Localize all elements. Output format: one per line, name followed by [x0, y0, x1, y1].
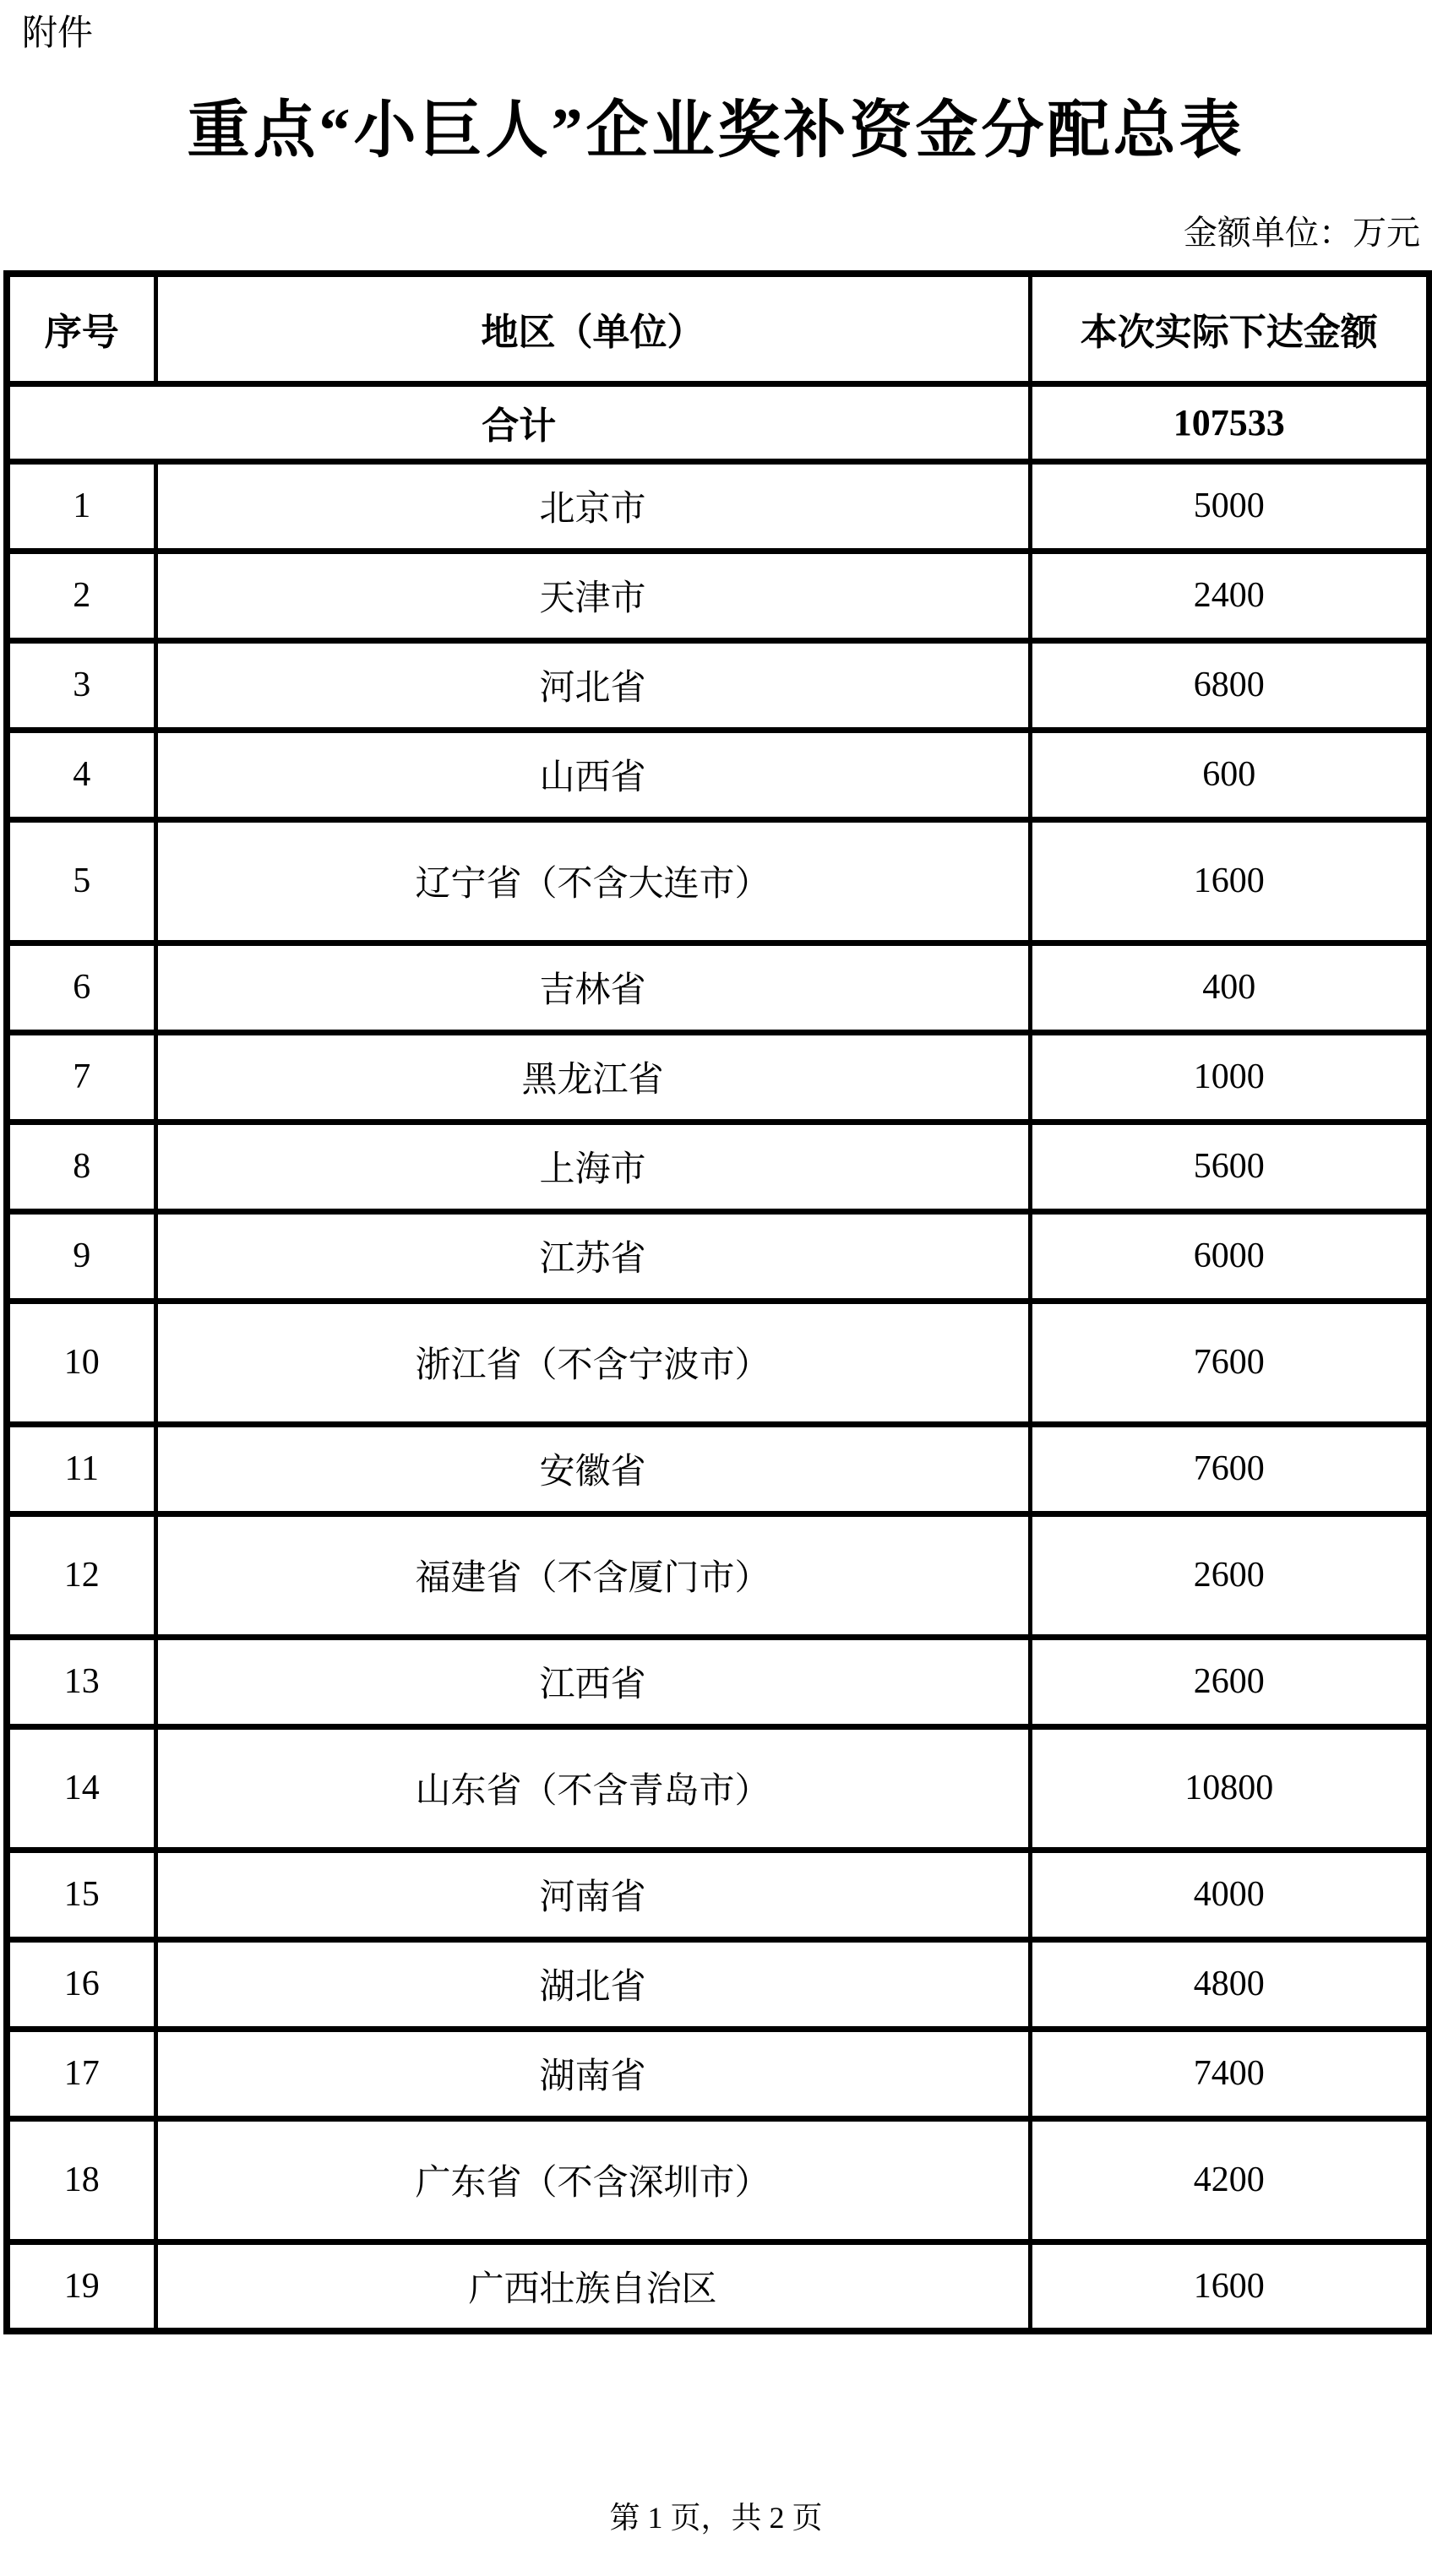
row-region: 北京市 — [155, 461, 1030, 551]
table-row — [7, 2029, 1429, 2118]
total-label: 合计 — [7, 383, 1030, 461]
table-row — [7, 1032, 1429, 1122]
row-region: 广西壮族自治区 — [155, 2242, 1030, 2331]
table-row — [7, 1424, 1429, 1514]
row-index: 11 — [7, 1424, 155, 1514]
row-amount: 7400 — [1030, 2029, 1429, 2118]
row-index: 15 — [7, 1850, 155, 1939]
table-row — [7, 1301, 1429, 1424]
row-index: 9 — [7, 1211, 155, 1301]
row-index: 16 — [7, 1939, 155, 2029]
row-amount: 1000 — [1030, 1032, 1429, 1122]
table-row — [7, 1514, 1429, 1637]
row-region: 山西省 — [155, 730, 1030, 819]
row-index: 17 — [7, 2029, 155, 2118]
unit-note: 金额单位：万元 — [1184, 214, 1420, 253]
table-row — [7, 943, 1429, 1032]
row-amount: 4200 — [1030, 2118, 1429, 2242]
row-index: 1 — [7, 461, 155, 551]
table-row — [7, 1726, 1429, 1850]
row-region: 湖北省 — [155, 1939, 1030, 2029]
row-amount: 10800 — [1030, 1726, 1429, 1850]
table-row — [7, 730, 1429, 819]
row-region: 江苏省 — [155, 1211, 1030, 1301]
row-amount: 4000 — [1030, 1850, 1429, 1939]
table-row — [7, 1850, 1429, 1939]
document-page — [0, 12, 1432, 2576]
row-amount: 7600 — [1030, 1424, 1429, 1514]
row-amount: 600 — [1030, 730, 1429, 819]
header-amount: 本次实际下达金额 — [1030, 274, 1429, 383]
row-index: 10 — [7, 1301, 155, 1424]
row-region: 天津市 — [155, 551, 1030, 640]
row-amount: 5600 — [1030, 1122, 1429, 1211]
row-amount: 7600 — [1030, 1301, 1429, 1424]
row-index: 19 — [7, 2242, 155, 2331]
row-region: 安徽省 — [155, 1424, 1030, 1514]
table-row — [7, 1122, 1429, 1211]
total-row — [7, 383, 1429, 461]
row-amount: 6800 — [1030, 640, 1429, 730]
row-index: 3 — [7, 640, 155, 730]
row-region: 福建省（不含厦门市） — [155, 1514, 1030, 1637]
row-region: 广东省（不含深圳市） — [155, 2118, 1030, 2242]
row-amount: 1600 — [1030, 2242, 1429, 2331]
row-index: 4 — [7, 730, 155, 819]
table-row — [7, 461, 1429, 551]
row-amount: 400 — [1030, 943, 1429, 1032]
row-amount: 2400 — [1030, 551, 1429, 640]
row-amount: 6000 — [1030, 1211, 1429, 1301]
row-region: 山东省（不含青岛市） — [155, 1726, 1030, 1850]
allocation-table — [3, 270, 1432, 2334]
table-row — [7, 551, 1429, 640]
header-index: 序号 — [7, 274, 155, 383]
row-region: 吉林省 — [155, 943, 1030, 1032]
row-amount: 4800 — [1030, 1939, 1429, 2029]
table-row — [7, 819, 1429, 943]
table-row — [7, 640, 1429, 730]
table-row — [7, 1939, 1429, 2029]
header-region: 地区（单位） — [155, 274, 1030, 383]
row-amount: 2600 — [1030, 1637, 1429, 1726]
row-index: 12 — [7, 1514, 155, 1637]
row-amount: 2600 — [1030, 1514, 1429, 1637]
table-header-row — [7, 274, 1429, 383]
row-index: 7 — [7, 1032, 155, 1122]
table-row — [7, 1637, 1429, 1726]
page-title: 重点“小巨人”企业奖补资金分配总表 — [187, 95, 1245, 166]
row-amount: 1600 — [1030, 819, 1429, 943]
row-region: 湖南省 — [155, 2029, 1030, 2118]
page-footer: 第 1 页，共 2 页 — [609, 2501, 823, 2535]
row-region: 黑龙江省 — [155, 1032, 1030, 1122]
attachment-label: 附件 — [22, 14, 94, 53]
row-index: 13 — [7, 1637, 155, 1726]
table-row — [7, 2242, 1429, 2331]
table-body — [7, 383, 1429, 2331]
row-region: 河南省 — [155, 1850, 1030, 1939]
table-row — [7, 1211, 1429, 1301]
row-index: 2 — [7, 551, 155, 640]
row-region: 浙江省（不含宁波市） — [155, 1301, 1030, 1424]
row-index: 6 — [7, 943, 155, 1032]
row-region: 河北省 — [155, 640, 1030, 730]
row-region: 江西省 — [155, 1637, 1030, 1726]
row-region: 上海市 — [155, 1122, 1030, 1211]
row-index: 14 — [7, 1726, 155, 1850]
table-row — [7, 2118, 1429, 2242]
row-region: 辽宁省（不含大连市） — [155, 819, 1030, 943]
row-index: 5 — [7, 819, 155, 943]
row-index: 18 — [7, 2118, 155, 2242]
row-index: 8 — [7, 1122, 155, 1211]
total-amount: 107533 — [1030, 383, 1429, 461]
row-amount: 5000 — [1030, 461, 1429, 551]
